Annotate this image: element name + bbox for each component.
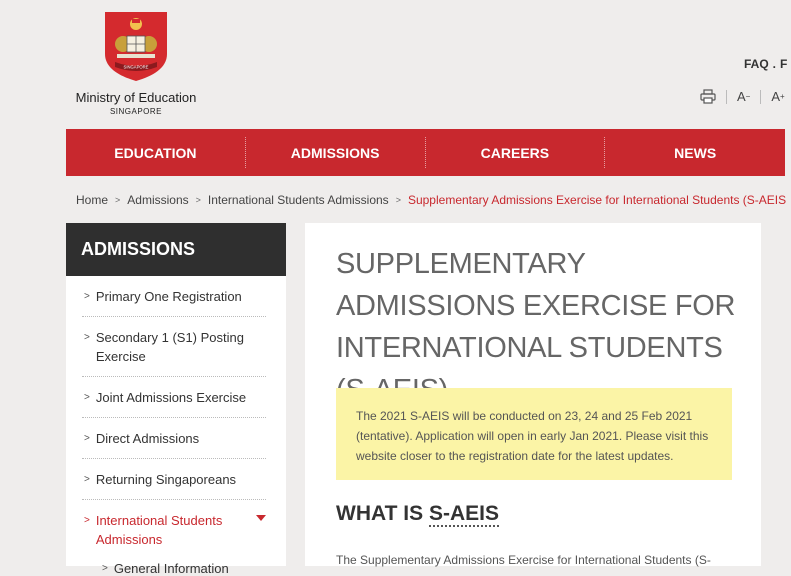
print-icon[interactable]	[700, 89, 716, 104]
svg-text:SINGAPORE: SINGAPORE	[123, 64, 149, 70]
main-nav	[66, 129, 785, 176]
breadcrumb-home[interactable]: Home	[76, 193, 109, 207]
tool-divider	[760, 90, 761, 104]
intro-paragraph: The Supplementary Admissions Exercise for International Students (S-	[336, 553, 711, 567]
sidebar-item-returning-singaporeans[interactable]	[82, 459, 266, 500]
nav-admissions[interactable]: ADMISSIONS	[246, 137, 426, 168]
chevron-right-icon: >	[84, 515, 90, 526]
next-top-link[interactable]: F	[780, 57, 788, 71]
nav-education[interactable]: EDUCATION	[66, 137, 246, 168]
chevron-right-icon: >	[84, 291, 90, 302]
caret-down-icon[interactable]	[256, 515, 266, 521]
sidebar-item-label: Primary One Registration	[95, 289, 242, 304]
chevron-right-icon: >	[84, 332, 90, 343]
page-title: SUPPLEMENTARY ADMISSIONS EXERCISE FOR INTERNATIONAL STUDENTS	[336, 248, 736, 364]
breadcrumb-admissions[interactable]: Admissions	[127, 193, 189, 207]
chevron-right-icon: >	[84, 433, 90, 444]
nav-careers[interactable]: CAREERS	[426, 137, 606, 168]
crest-logo	[101, 10, 171, 82]
top-links	[744, 57, 791, 71]
sidebar-subitem-label: General Information	[113, 561, 229, 576]
sidebar-subitem-general-information[interactable]	[82, 559, 266, 576]
chevron-right-icon: >	[195, 195, 201, 205]
chevron-right-icon: >	[84, 392, 90, 403]
page-tools	[700, 89, 785, 104]
chevron-right-icon: >	[102, 563, 108, 574]
country-name: SINGAPORE	[109, 107, 163, 116]
sidebar-item-label: Returning Singaporeans	[95, 472, 237, 487]
font-increase-button[interactable]: A +	[771, 89, 785, 104]
notice-box: The 2021 S-AEIS will be conducted on 23, 24 and 25 Feb 2021 (tentative). Application will open in early Jan 2021. Please visit this website closer to the registration date for the latest updates.	[336, 388, 732, 480]
sidebar-item-label: Direct Admissions	[95, 431, 200, 446]
sidebar-item-direct-admissions[interactable]	[82, 418, 266, 459]
breadcrumb-current: Supplementary Admissions Exercise for International Students (S-AEIS	[407, 193, 787, 207]
sidebar-item-label: International Students Admissions	[95, 513, 223, 547]
tool-divider	[726, 90, 727, 104]
main-content	[305, 223, 761, 566]
sidebar-item-primary-one[interactable]	[82, 276, 266, 317]
font-decrease-button[interactable]: A −	[737, 89, 751, 104]
breadcrumb	[76, 193, 786, 207]
section-title-text: WHAT IS	[336, 502, 429, 525]
abbreviation: S-AEIS	[428, 502, 499, 525]
link-separator: .	[772, 57, 777, 71]
sidebar-title: ADMISSIONS	[66, 223, 286, 276]
chevron-right-icon: >	[395, 195, 401, 205]
faq-link[interactable]: FAQ	[744, 57, 769, 71]
sidebar-item-label: Secondary 1 (S1) Posting Exercise	[95, 330, 244, 364]
sidebar-item-s1-posting[interactable]	[82, 317, 266, 377]
sidebar	[66, 223, 286, 576]
section-title	[336, 502, 499, 526]
sidebar-item-international-students[interactable]	[82, 500, 266, 559]
nav-news[interactable]: NEWS	[674, 144, 717, 161]
sidebar-item-label: Joint Admissions Exercise	[95, 390, 247, 405]
sidebar-item-joint-admissions[interactable]	[82, 377, 266, 418]
ministry-name: Ministry of Education	[75, 90, 197, 105]
chevron-right-icon: >	[84, 474, 90, 485]
moe-logo[interactable]	[66, 10, 206, 116]
chevron-right-icon: >	[115, 195, 121, 205]
sidebar-list	[66, 276, 286, 576]
breadcrumb-international[interactable]: International Students Admissions	[207, 193, 389, 207]
